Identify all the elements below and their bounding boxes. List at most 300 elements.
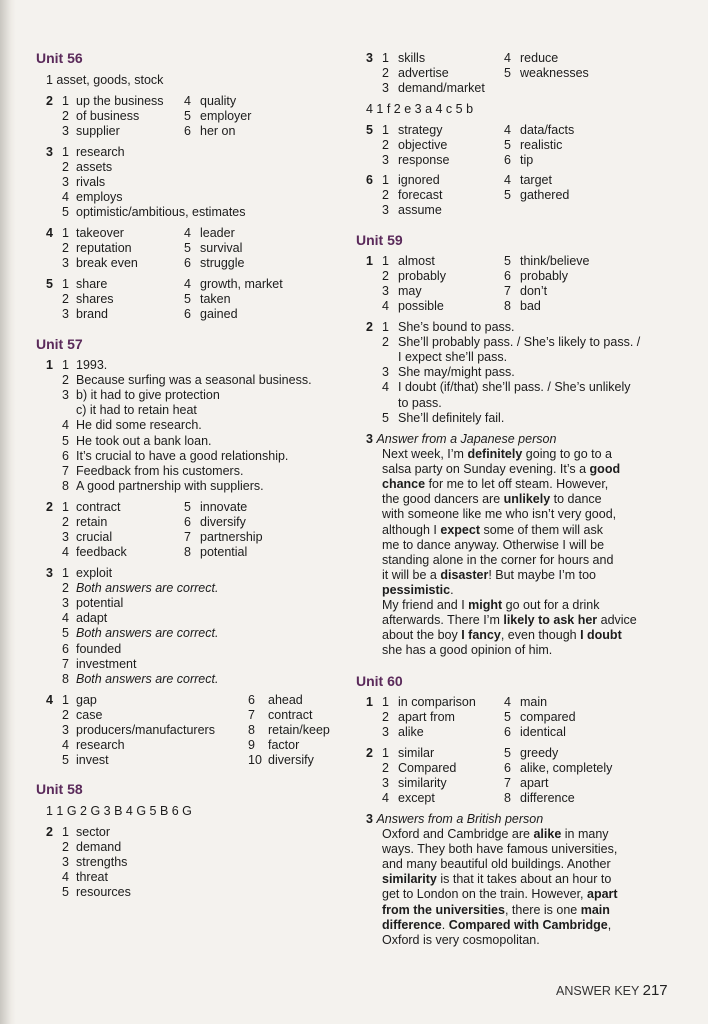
paragraph-line <box>382 538 604 553</box>
item-number: 3 <box>62 307 69 322</box>
bold-phrase: unlikely <box>503 492 551 507</box>
answer-text: alike <box>398 725 424 740</box>
item-number: 4 <box>184 277 191 291</box>
exercise-number: 2 <box>46 825 53 839</box>
item-number: 5 <box>184 500 191 514</box>
item-number: 3 <box>382 776 389 791</box>
item-number: 7 <box>504 284 511 299</box>
answer-text: share <box>76 277 108 291</box>
answer-text: compared <box>520 710 576 725</box>
item-number: 5 <box>504 66 511 81</box>
item-number: 2 <box>382 710 389 725</box>
bold-phrase: I doubt <box>580 628 622 643</box>
answer-text: She’ll probably pass. / She’s likely to pass. / <box>398 335 641 350</box>
answer-text: identical <box>520 725 566 740</box>
answer-text: survival <box>200 241 243 256</box>
text-run: get to London on the train. However, <box>382 887 587 902</box>
answer-text: objective <box>398 138 448 153</box>
item-number: 1 <box>62 145 69 159</box>
answer-text: her on <box>200 124 236 139</box>
item-number: 2 <box>62 708 69 723</box>
item-number: 3 <box>382 153 389 168</box>
exercise-number: 5 <box>366 123 373 137</box>
paragraph-line <box>382 872 611 887</box>
text-run: the good dancers are <box>382 492 504 507</box>
answer-text: in comparison <box>398 695 476 709</box>
bold-phrase: similarity <box>382 872 437 887</box>
item-number: 8 <box>62 671 69 686</box>
bold-phrase: Compared with Cambridge <box>448 917 608 932</box>
bold-phrase: main <box>580 902 610 917</box>
text-run: salsa party on Sunday evening. It’s a <box>382 462 590 477</box>
answer-text: A good partnership with suppliers. <box>76 478 264 493</box>
answer-text: strategy <box>398 123 443 137</box>
answer-text: shares <box>76 292 114 307</box>
answer-text: ignored <box>398 173 440 187</box>
text-run: , even though <box>500 628 581 643</box>
answer-text: invest <box>76 753 109 768</box>
exercise-number: 3 <box>366 51 373 65</box>
answer-text: rivals <box>76 175 106 190</box>
paragraph-line <box>382 477 608 492</box>
paragraph-line <box>382 507 616 522</box>
item-number: 1 <box>382 320 389 334</box>
answer-text: weaknesses <box>520 66 589 81</box>
answer-text: sector <box>76 825 111 839</box>
answer-text: apart from <box>398 710 455 725</box>
item-number: 1 <box>62 277 69 291</box>
text-run: ways. They both have famous universities, <box>382 842 618 857</box>
bold-phrase: good <box>589 462 621 477</box>
answer-text: potential <box>76 596 124 611</box>
answer-text: may <box>398 284 422 299</box>
answer-text: advertise <box>398 66 449 81</box>
paragraph-line <box>382 842 617 857</box>
answer-text: takeover <box>76 226 124 240</box>
bold-phrase: apart <box>587 887 618 902</box>
answer-text: producers/manufacturers <box>76 723 215 738</box>
item-number: 6 <box>184 515 191 530</box>
footer-label: ANSWER KEY <box>556 984 640 998</box>
answer-text: research <box>76 145 125 159</box>
item-number: 6 <box>504 761 511 776</box>
text-run: she has a good opinion of him. <box>382 643 553 658</box>
item-number: 6 <box>62 641 69 656</box>
item-number: 6 <box>504 269 511 284</box>
bold-phrase: disaster <box>440 567 489 582</box>
answer-text: threat <box>76 870 108 885</box>
text-run: in many <box>561 827 609 841</box>
paragraph-line <box>382 583 454 598</box>
answer-text: optimistic/ambitious, estimates <box>76 205 246 220</box>
text-run: and many beautiful old buildings. Another <box>382 857 611 872</box>
text-run: Oxford and Cambridge are <box>382 827 534 841</box>
item-number: 2 <box>382 269 389 284</box>
exercise-number: 2 <box>366 746 373 760</box>
answer-text: almost <box>398 254 435 268</box>
answer-text: brand <box>76 307 108 322</box>
text-run: it will be a <box>382 567 441 582</box>
item-number: 1 <box>382 173 389 187</box>
item-number: 2 <box>382 335 389 350</box>
item-number: 3 <box>62 723 69 738</box>
page-number: 217 <box>642 982 668 999</box>
item-number: 2 <box>62 109 69 124</box>
item-number: 5 <box>184 292 191 307</box>
exercise-number: 6 <box>366 173 373 187</box>
answer-text: diversify <box>200 515 246 530</box>
answer-text: except <box>398 791 435 806</box>
item-number: 8 <box>62 478 69 493</box>
exercise-number: 4 <box>46 693 53 707</box>
paragraph-line <box>382 492 602 507</box>
item-number: 6 <box>62 448 69 463</box>
answer-text: break even <box>76 256 138 271</box>
page-binding-shadow <box>0 0 16 1024</box>
text-run: afterwards. There I’m <box>382 613 504 628</box>
item-number: 1 <box>62 825 69 839</box>
item-number: 3 <box>62 388 69 403</box>
answer-text: growth, market <box>200 277 283 291</box>
exercise-instruction: Answer from a Japanese person <box>376 432 557 446</box>
exercise-number: 2 <box>46 94 53 108</box>
answer-text: research <box>76 738 125 753</box>
item-number: 7 <box>248 708 255 723</box>
answer-text: struggle <box>200 256 245 271</box>
answer-text: Both answers are correct. <box>76 626 219 641</box>
exercise-number: 3 <box>366 432 377 446</box>
unit-heading: Unit 56 <box>36 50 83 66</box>
answer-text: contract <box>268 708 313 723</box>
answer-line: 4 1 f 2 e 3 a 4 c 5 b <box>366 102 474 116</box>
item-number: 9 <box>248 738 255 753</box>
answer-text: c) it had to retain heat <box>76 403 197 418</box>
text-run: going to go to a <box>522 447 612 461</box>
paragraph-line <box>382 643 552 658</box>
answer-text: She’s bound to pass. <box>398 320 515 334</box>
answer-text: gained <box>200 307 238 322</box>
text-run: standing alone in the corner for hours and <box>382 552 614 567</box>
answer-text: I expect she’ll pass. <box>398 350 508 365</box>
item-number: 7 <box>62 463 69 478</box>
item-number: 6 <box>184 124 191 139</box>
paragraph-line <box>382 887 618 902</box>
item-number: 3 <box>382 365 389 380</box>
bold-phrase: likely to ask her <box>503 613 598 628</box>
bold-phrase: I fancy <box>461 628 501 643</box>
item-number: 3 <box>62 855 69 870</box>
item-number: 2 <box>62 160 69 175</box>
item-number: 2 <box>62 241 69 256</box>
item-number: 7 <box>62 656 69 671</box>
answer-text: alike, completely <box>520 761 613 776</box>
paragraph-line <box>382 462 620 477</box>
answer-text: retain/keep <box>268 723 330 738</box>
text-run: go out for a drink <box>502 598 600 612</box>
item-number: 4 <box>184 226 191 240</box>
item-number: 6 <box>504 725 511 740</box>
paragraph-line <box>382 933 540 948</box>
answer-text: target <box>520 173 552 187</box>
item-number: 4 <box>504 51 511 65</box>
exercise-number: 4 <box>46 226 53 240</box>
paragraph-line <box>382 553 613 568</box>
answer-text: don’t <box>520 284 548 299</box>
item-number: 5 <box>382 410 389 425</box>
text-run: , <box>607 917 612 932</box>
text-run: me to dance anyway. Otherwise I will be <box>382 537 605 552</box>
answer-text: Compared <box>398 761 457 776</box>
item-number: 2 <box>62 515 69 530</box>
answer-text: assets <box>76 160 113 175</box>
bold-phrase: alike <box>533 827 562 841</box>
answer-text: He did some research. <box>76 418 202 433</box>
item-number: 1 <box>382 746 389 760</box>
answer-text: skills <box>398 51 426 65</box>
item-number: 8 <box>504 299 511 314</box>
answer-text: adapt <box>76 611 108 626</box>
item-number: 1 <box>382 695 389 709</box>
item-number: 1 <box>382 51 389 65</box>
answer-text: exploit <box>76 566 113 580</box>
answer-line: 1 asset, goods, stock <box>46 73 164 87</box>
text-run: Next week, I’m <box>382 447 468 461</box>
text-run: advice <box>597 613 637 628</box>
paragraph-line <box>382 628 622 643</box>
bold-phrase: expect <box>440 522 480 537</box>
exercise-number: 1 <box>366 695 373 709</box>
item-number: 8 <box>184 545 191 560</box>
answer-text: ahead <box>268 693 303 707</box>
paragraph-line <box>382 918 611 933</box>
item-number: 1 <box>382 254 389 268</box>
answer-text: employer <box>200 109 252 124</box>
answer-text: apart <box>520 776 549 791</box>
item-number: 3 <box>382 81 389 96</box>
item-number: 4 <box>382 299 389 314</box>
answer-text: strengths <box>76 855 128 870</box>
answer-text: reduce <box>520 51 559 65</box>
text-run: . <box>441 917 449 932</box>
item-number: 4 <box>62 190 69 205</box>
item-number: 3 <box>382 203 389 218</box>
text-run: for me to let off steam. However, <box>425 477 609 492</box>
item-number: 5 <box>62 205 69 220</box>
text-run: about the boy <box>382 628 462 643</box>
answer-text: supplier <box>76 124 120 139</box>
item-number: 3 <box>62 596 69 611</box>
item-number: 6 <box>504 153 511 168</box>
bold-phrase: difference <box>382 917 442 932</box>
exercise-number: 1 <box>46 358 53 372</box>
exercise-3-heading <box>366 432 556 447</box>
item-number: 3 <box>382 284 389 299</box>
answer-text: forecast <box>398 188 443 203</box>
item-number: 2 <box>382 138 389 153</box>
answer-text: response <box>398 153 450 168</box>
item-number: 1 <box>382 123 389 137</box>
answer-text: similarity <box>398 776 447 791</box>
item-number: 2 <box>62 840 69 855</box>
unit-heading: Unit 60 <box>356 673 403 689</box>
text-run: Oxford is very cosmopolitan. <box>382 932 540 947</box>
answer-text: bad <box>520 299 541 314</box>
answer-text: I doubt (if/that) she’ll pass. / She’s unlikely <box>398 380 631 395</box>
unit-heading: Unit 58 <box>36 781 83 797</box>
item-number: 6 <box>248 693 255 707</box>
answer-text: data/facts <box>520 123 575 137</box>
answer-text: It’s crucial to have a good relationship. <box>76 448 289 463</box>
answer-text: think/believe <box>520 254 590 268</box>
answer-text: taken <box>200 292 231 307</box>
answer-text: Feedback from his customers. <box>76 463 244 478</box>
item-number: 5 <box>62 433 69 448</box>
text-run: to dance <box>550 492 602 507</box>
answer-text: of business <box>76 109 140 124</box>
answer-text: investment <box>76 656 137 671</box>
answer-text: partnership <box>200 530 263 545</box>
item-number: 5 <box>62 626 69 641</box>
answer-text: Both answers are correct. <box>76 671 219 686</box>
item-number: 3 <box>62 256 69 271</box>
item-number: 4 <box>382 380 389 395</box>
answer-text: contract <box>76 500 121 514</box>
item-number: 5 <box>504 188 511 203</box>
answer-text: probably <box>520 269 568 284</box>
exercise-number: 2 <box>366 320 373 334</box>
answer-text: crucial <box>76 530 113 545</box>
item-number: 2 <box>62 581 69 596</box>
answer-text: feedback <box>76 545 127 560</box>
paragraph-line <box>382 613 637 628</box>
exercise-number: 3 <box>46 145 53 159</box>
item-number: 5 <box>184 109 191 124</box>
item-number: 4 <box>382 791 389 806</box>
answer-text: He took out a bank loan. <box>76 433 212 448</box>
paragraph-line <box>382 598 599 613</box>
answer-text: probably <box>398 269 446 284</box>
paragraph-line <box>382 523 603 538</box>
item-number: 3 <box>62 175 69 190</box>
answer-text: to pass. <box>398 395 442 410</box>
item-number: 4 <box>62 418 69 433</box>
answer-text: 1993. <box>76 358 108 372</box>
item-number: 3 <box>62 530 69 545</box>
answer-text: innovate <box>200 500 248 514</box>
answer-text: similar <box>398 746 435 760</box>
answer-text: gap <box>76 693 97 707</box>
answer-line: 1 1 G 2 G 3 B 4 G 5 B 6 G <box>46 804 192 818</box>
item-number: 2 <box>382 66 389 81</box>
unit-heading: Unit 59 <box>356 232 403 248</box>
answer-text: resources <box>76 885 131 900</box>
item-number: 4 <box>62 611 69 626</box>
answer-text: quality <box>200 94 237 108</box>
item-number: 5 <box>504 746 511 760</box>
item-number: 1 <box>62 226 69 240</box>
item-number: 4 <box>504 695 511 709</box>
paragraph-line <box>382 827 609 842</box>
answer-text: founded <box>76 641 122 656</box>
answer-text: up the business <box>76 94 164 108</box>
answer-text: factor <box>268 738 300 753</box>
answer-text: possible <box>398 299 444 314</box>
exercise-number: 1 <box>366 254 373 268</box>
item-number: 2 <box>382 761 389 776</box>
exercise-number: 3 <box>46 566 53 580</box>
answer-text: reputation <box>76 241 132 256</box>
paragraph-line <box>382 857 611 872</box>
item-number: 4 <box>62 545 69 560</box>
paragraph-line <box>382 568 596 583</box>
bold-phrase: chance <box>382 477 426 492</box>
answer-text: main <box>520 695 548 709</box>
item-number: 8 <box>504 791 511 806</box>
item-number: 6 <box>184 256 191 271</box>
answer-text: difference <box>520 791 575 806</box>
answer-text: She may/might pass. <box>398 365 515 380</box>
answer-text: demand <box>76 840 122 855</box>
answer-text: retain <box>76 515 108 530</box>
exercise-3-heading <box>366 812 543 827</box>
text-run: some of them will ask <box>480 522 603 537</box>
answer-text: potential <box>200 545 248 560</box>
text-run: , there is one <box>504 902 581 917</box>
text-run: My friend and I <box>382 598 469 612</box>
answer-text: assume <box>398 203 442 218</box>
item-number: 7 <box>184 530 191 545</box>
answer-text: diversify <box>268 753 314 768</box>
answer-text: Because surfing was a seasonal business. <box>76 373 312 388</box>
item-number: 2 <box>62 292 69 307</box>
item-number: 2 <box>62 373 69 388</box>
exercise-instruction: Answers from a British person <box>376 812 544 826</box>
item-number: 5 <box>184 241 191 256</box>
item-number: 5 <box>504 710 511 725</box>
answer-text: case <box>76 708 103 723</box>
item-number: 5 <box>62 753 69 768</box>
exercise-number: 3 <box>366 812 377 826</box>
item-number: 4 <box>504 173 511 187</box>
text-run: . <box>450 582 454 597</box>
answer-text: tip <box>520 153 534 168</box>
answer-text: demand/market <box>398 81 485 96</box>
item-number: 2 <box>382 188 389 203</box>
page-footer <box>556 982 668 999</box>
item-number: 3 <box>62 124 69 139</box>
item-number: 5 <box>504 254 511 268</box>
item-number: 1 <box>62 94 69 108</box>
answer-text: realistic <box>520 138 563 153</box>
unit-heading: Unit 57 <box>36 336 83 352</box>
item-number: 7 <box>504 776 511 791</box>
paragraph-line <box>382 903 610 918</box>
item-number: 4 <box>184 94 191 108</box>
answer-text: greedy <box>520 746 559 760</box>
item-number: 4 <box>62 738 69 753</box>
answer-text: gathered <box>520 188 570 203</box>
item-number: 5 <box>62 885 69 900</box>
item-number: 1 <box>62 500 69 514</box>
item-number: 1 <box>62 358 69 372</box>
text-run: with someone like me who isn’t very good, <box>382 507 617 522</box>
item-number: 1 <box>62 693 69 707</box>
bold-phrase: from the universities <box>382 902 505 917</box>
item-number: 8 <box>248 723 255 738</box>
item-number: 6 <box>184 307 191 322</box>
paragraph-line <box>382 447 612 462</box>
text-run: is that it takes about an hour to <box>436 872 612 887</box>
